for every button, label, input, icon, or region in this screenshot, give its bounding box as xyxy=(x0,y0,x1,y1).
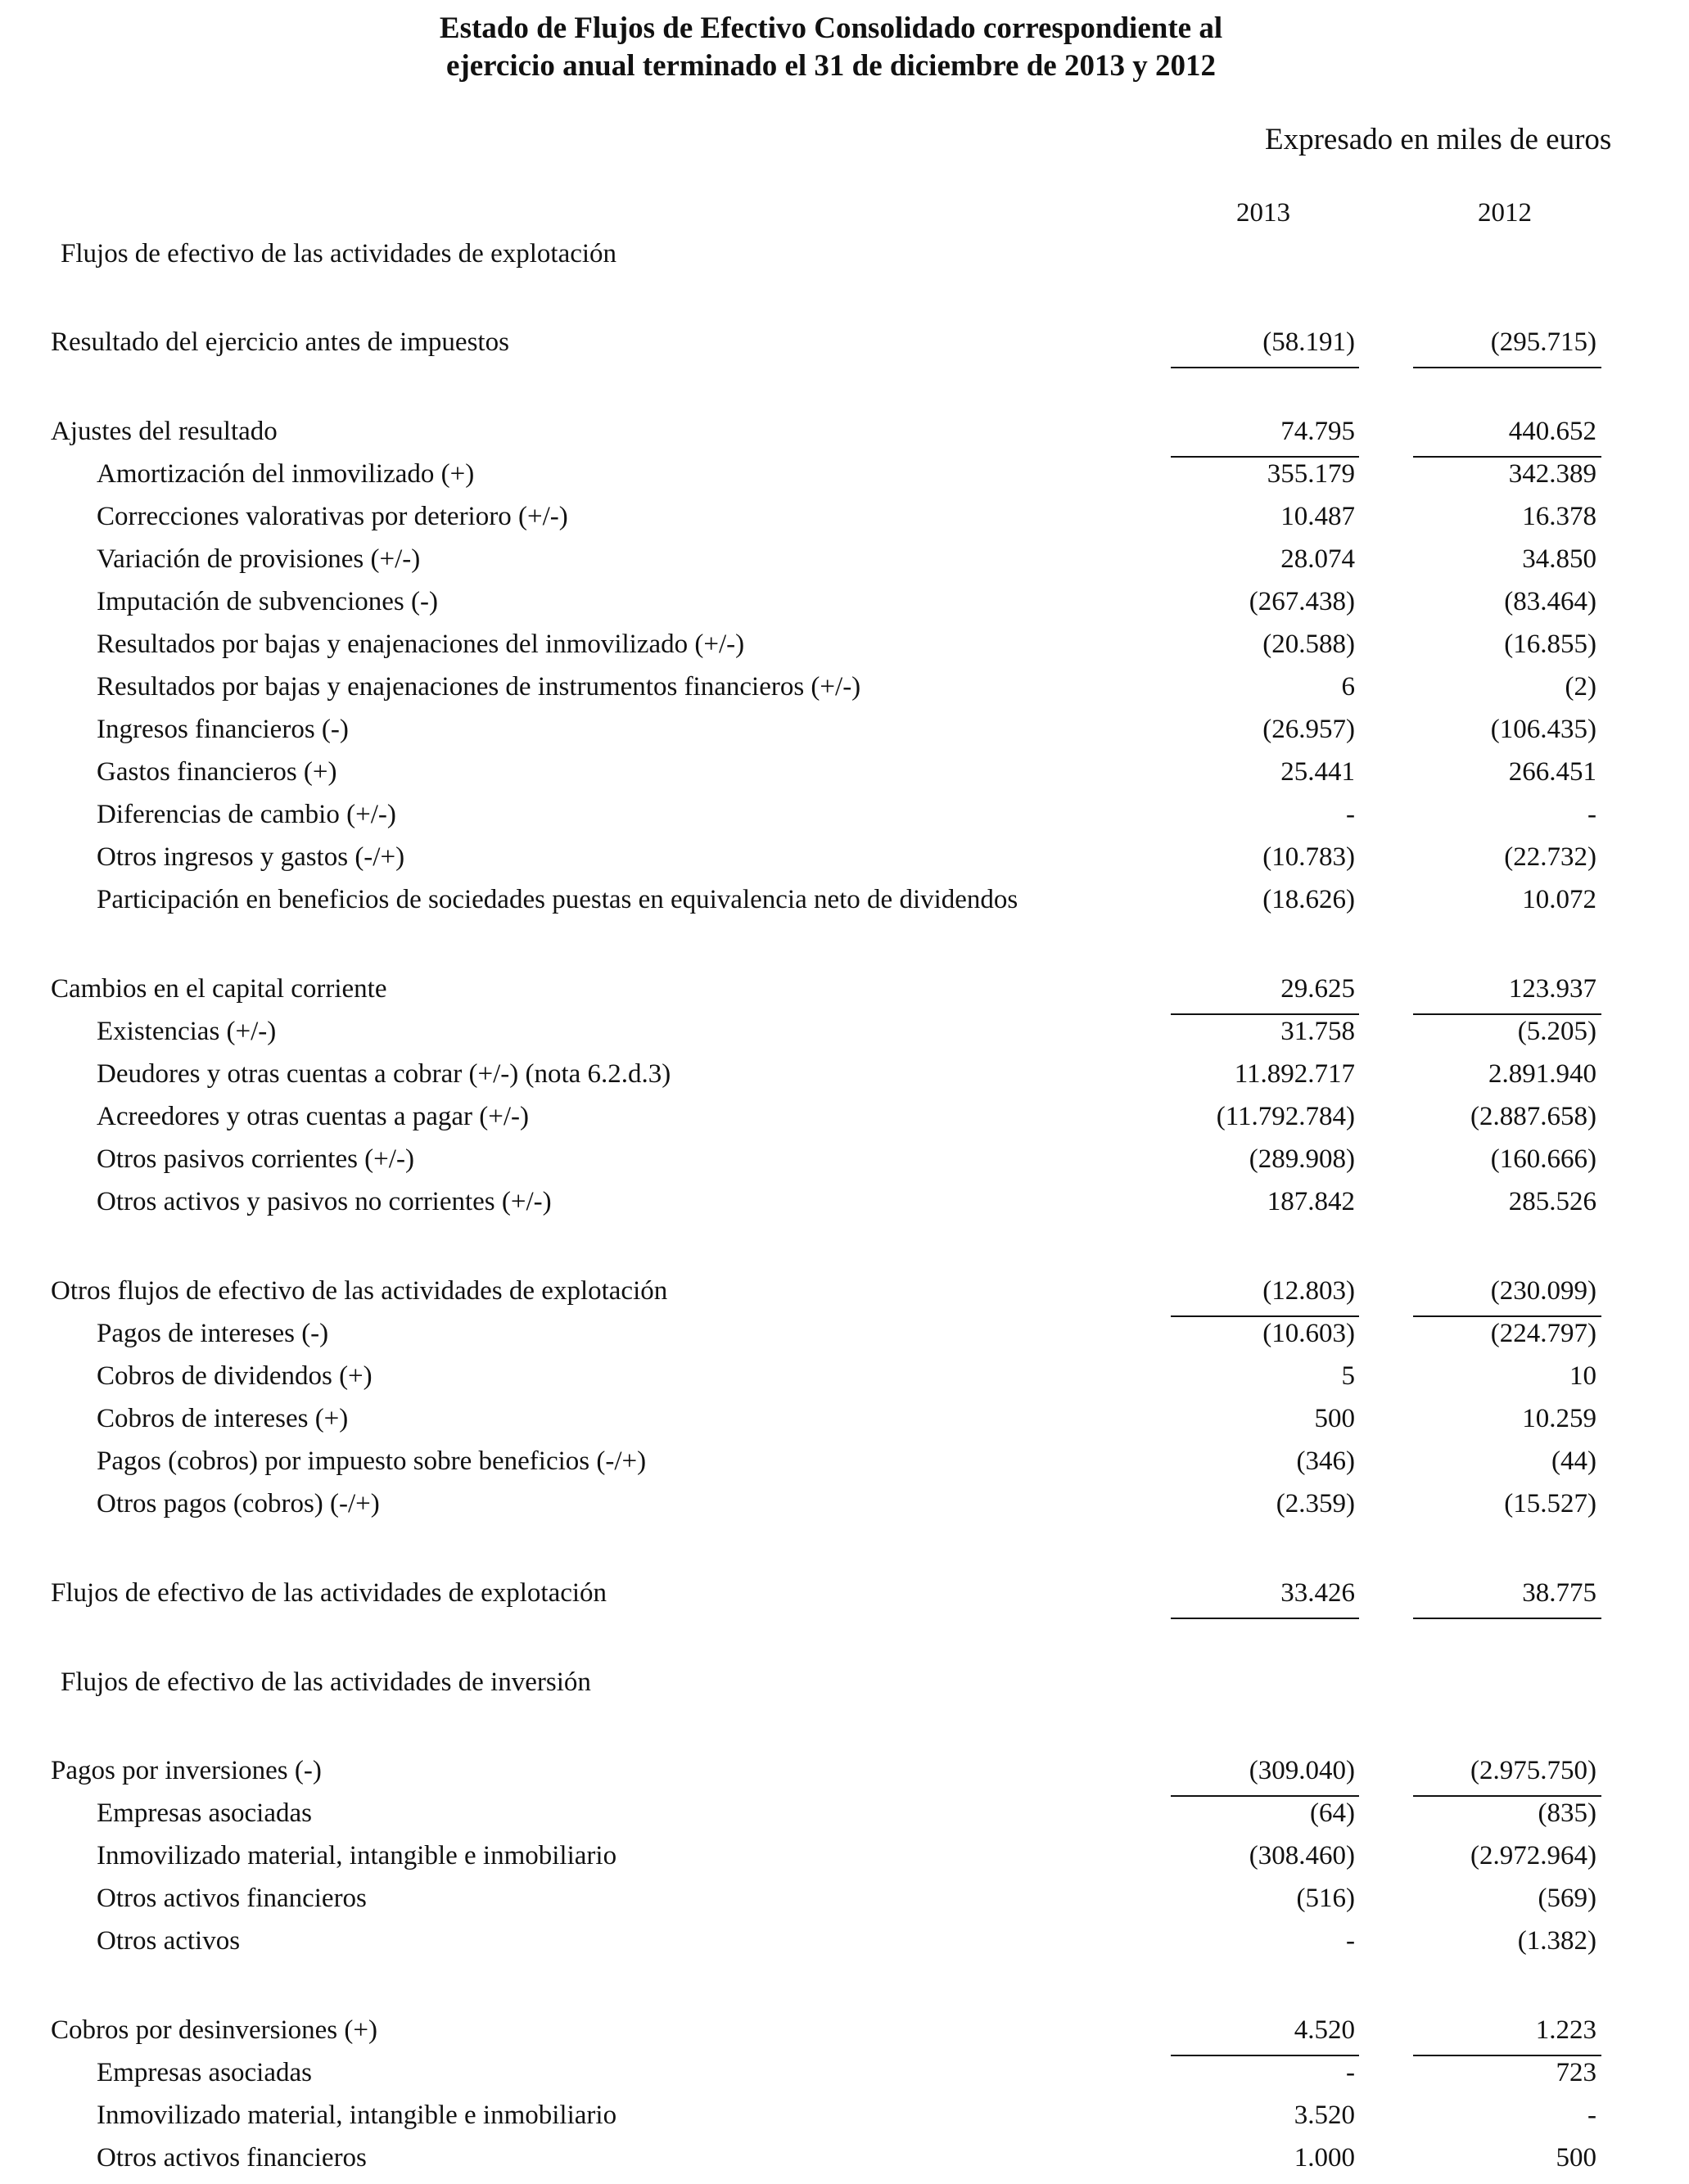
subtotal-rule-2012 xyxy=(1413,367,1601,368)
line-item-row xyxy=(0,670,1689,703)
row-label: Cambios en el capital corriente xyxy=(51,974,387,1004)
line-item-row xyxy=(0,1317,1689,1350)
row-label: Pagos (cobros) por impuesto sobre beneficios (-/+) xyxy=(97,1446,647,1476)
subtotal-row xyxy=(0,326,1689,359)
line-item-row xyxy=(0,1839,1689,1872)
value-2013: (11.792.784) xyxy=(1216,1102,1355,1131)
row-label: Correcciones valorativas por deterioro (+/-) xyxy=(97,502,568,531)
value-2013: (58.191) xyxy=(1262,327,1355,357)
row-label: Otros activos financieros xyxy=(97,2143,367,2173)
value-2013: (64) xyxy=(1310,1798,1355,1828)
value-2012: (1.382) xyxy=(1517,1926,1596,1956)
line-item-row xyxy=(0,756,1689,788)
row-label: Flujos de efectivo de las actividades de explotación xyxy=(51,1578,607,1608)
value-2012: (44) xyxy=(1551,1446,1596,1476)
line-item-row xyxy=(0,841,1689,873)
value-2013: (26.957) xyxy=(1262,715,1355,744)
value-2012: 10 xyxy=(1569,1361,1596,1391)
value-2012: (2) xyxy=(1565,672,1596,702)
column-header-2013: 2013 xyxy=(1236,198,1290,228)
row-label: Otros activos y pasivos no corrientes (+/-) xyxy=(97,1187,552,1216)
value-2012: 500 xyxy=(1556,2143,1596,2173)
row-label: Acreedores y otras cuentas a pagar (+/-) xyxy=(97,1102,530,1131)
line-item-row xyxy=(0,500,1689,533)
statement-title-line-1: Estado de Flujos de Efectivo Consolidado correspondiente al xyxy=(439,11,1223,45)
row-label: Participación en beneficios de sociedades puestas en equivalencia neto de dividendos xyxy=(97,885,1018,914)
value-2013: 29.625 xyxy=(1280,974,1355,1004)
line-item-row xyxy=(0,1185,1689,1218)
value-2013: (267.438) xyxy=(1249,587,1355,616)
value-2012: (2.887.658) xyxy=(1470,1102,1596,1131)
value-2012: 10.072 xyxy=(1522,885,1596,914)
value-2012: 440.652 xyxy=(1508,417,1596,446)
row-label: Otros flujos de efectivo de las actividades de explotación xyxy=(51,1276,668,1306)
row-label: Cobros de dividendos (+) xyxy=(97,1361,373,1391)
value-2012: - xyxy=(1587,800,1596,829)
section-heading xyxy=(0,237,1689,270)
subtotal-row xyxy=(0,2014,1689,2046)
row-label: Otros activos xyxy=(97,1926,241,1956)
value-2012: (15.527) xyxy=(1504,1489,1596,1518)
value-2012: 2.891.940 xyxy=(1488,1059,1596,1089)
subtotal-row xyxy=(0,1577,1689,1609)
row-label: Otros pagos (cobros) (-/+) xyxy=(97,1489,380,1518)
value-2013: (308.460) xyxy=(1249,1841,1355,1870)
value-2013: (20.588) xyxy=(1262,629,1355,659)
row-label: Empresas asociadas xyxy=(97,2058,312,2087)
subtotal-rule-2013 xyxy=(1171,367,1359,368)
value-2012: 16.378 xyxy=(1522,502,1596,531)
value-2012: 34.850 xyxy=(1522,544,1596,574)
value-2013: 500 xyxy=(1314,1404,1355,1433)
value-2012: - xyxy=(1587,2101,1596,2130)
row-label: Deudores y otras cuentas a cobrar (+/-) (nota 6.2.d.3) xyxy=(97,1059,671,1089)
subtotal-row xyxy=(0,415,1689,448)
column-header-2012: 2012 xyxy=(1478,198,1532,228)
value-2013: 74.795 xyxy=(1280,417,1355,446)
value-2013: (309.040) xyxy=(1249,1756,1355,1785)
line-item-row xyxy=(0,458,1689,490)
value-2012: (16.855) xyxy=(1504,629,1596,659)
line-item-row xyxy=(0,1797,1689,1830)
value-2012: (22.732) xyxy=(1504,842,1596,872)
value-2013: 3.520 xyxy=(1294,2101,1355,2130)
row-label: Empresas asociadas xyxy=(97,1798,312,1828)
line-item-row xyxy=(0,1882,1689,1915)
row-label: Gastos financieros (+) xyxy=(97,757,337,787)
row-label: Inmovilizado material, intangible e inmobiliario xyxy=(97,1841,617,1870)
line-item-row xyxy=(0,1058,1689,1090)
value-2013: - xyxy=(1346,800,1355,829)
value-2012: (230.099) xyxy=(1490,1276,1596,1306)
value-2013: 11.892.717 xyxy=(1234,1059,1355,1089)
value-2012: 38.775 xyxy=(1522,1578,1596,1608)
line-item-row xyxy=(0,1925,1689,1957)
line-item-row xyxy=(0,585,1689,618)
value-2013: (346) xyxy=(1296,1446,1355,1476)
line-item-row xyxy=(0,1100,1689,1133)
row-label: Pagos de intereses (-) xyxy=(97,1319,329,1348)
value-2013: 25.441 xyxy=(1280,757,1355,787)
row-label: Existencias (+/-) xyxy=(97,1017,277,1046)
value-2013: 31.758 xyxy=(1280,1017,1355,1046)
line-item-row xyxy=(0,2056,1689,2089)
value-2012: (2.975.750) xyxy=(1470,1756,1596,1785)
subtotal-row xyxy=(0,1754,1689,1787)
value-2013: (516) xyxy=(1296,1884,1355,1913)
value-2013: 187.842 xyxy=(1267,1187,1355,1216)
value-2012: 285.526 xyxy=(1508,1187,1596,1216)
value-2012: 1.223 xyxy=(1535,2015,1596,2045)
value-2012: (295.715) xyxy=(1490,327,1596,357)
row-label: Cobros de intereses (+) xyxy=(97,1404,349,1433)
value-2012: 342.389 xyxy=(1508,459,1596,489)
row-label: Amortización del inmovilizado (+) xyxy=(97,459,475,489)
value-2012: 723 xyxy=(1556,2058,1596,2087)
value-2012: (160.666) xyxy=(1490,1144,1596,1174)
value-2013: 1.000 xyxy=(1294,2143,1355,2173)
value-2012: (224.797) xyxy=(1490,1319,1596,1348)
value-2012: (83.464) xyxy=(1504,587,1596,616)
line-item-row xyxy=(0,1402,1689,1435)
value-2012: (2.972.964) xyxy=(1470,1841,1596,1870)
units-note: Expresado en miles de euros xyxy=(1265,123,1612,156)
subtotal-row xyxy=(0,1275,1689,1307)
statement-title-line-2: ejercicio anual terminado el 31 de diciembre de 2013 y 2012 xyxy=(446,49,1216,83)
line-item-row xyxy=(0,1487,1689,1520)
row-label: Cobros por desinversiones (+) xyxy=(51,2015,377,2045)
value-2013: 28.074 xyxy=(1280,544,1355,574)
value-2013: (289.908) xyxy=(1249,1144,1355,1174)
value-2013: - xyxy=(1346,1926,1355,1956)
row-label: Ingresos financieros (-) xyxy=(97,715,349,744)
line-item-row xyxy=(0,1445,1689,1478)
value-2012: (106.435) xyxy=(1490,715,1596,744)
row-label: Flujos de efectivo de las actividades de inversión xyxy=(61,1667,591,1697)
value-2012: (5.205) xyxy=(1517,1017,1596,1046)
line-item-row xyxy=(0,798,1689,831)
value-2013: 355.179 xyxy=(1267,459,1355,489)
value-2012: 10.259 xyxy=(1522,1404,1596,1433)
value-2013: 5 xyxy=(1341,1361,1355,1391)
subtotal-row xyxy=(0,972,1689,1005)
value-2012: (835) xyxy=(1538,1798,1596,1828)
subtotal-rule-2012 xyxy=(1413,1618,1601,1619)
row-label: Pagos por inversiones (-) xyxy=(51,1756,322,1785)
row-label: Ajustes del resultado xyxy=(51,417,278,446)
row-label: Diferencias de cambio (+/-) xyxy=(97,800,396,829)
row-label: Otros ingresos y gastos (-/+) xyxy=(97,842,405,872)
subtotal-rule-2013 xyxy=(1171,1618,1359,1619)
row-label: Otros pasivos corrientes (+/-) xyxy=(97,1144,414,1174)
row-label: Variación de provisiones (+/-) xyxy=(97,544,421,574)
value-2013: 33.426 xyxy=(1280,1578,1355,1608)
line-item-row xyxy=(0,2141,1689,2174)
value-2013: 10.487 xyxy=(1280,502,1355,531)
line-item-row xyxy=(0,1360,1689,1392)
value-2013: 4.520 xyxy=(1294,2015,1355,2045)
line-item-row xyxy=(0,543,1689,575)
row-label: Resultados por bajas y enajenaciones del inmovilizado (+/-) xyxy=(97,629,745,659)
section-heading xyxy=(0,1666,1689,1699)
row-label: Flujos de efectivo de las actividades de explotación xyxy=(61,239,617,268)
value-2013: (10.603) xyxy=(1262,1319,1355,1348)
value-2012: 266.451 xyxy=(1508,757,1596,787)
row-label: Inmovilizado material, intangible e inmobiliario xyxy=(97,2101,617,2130)
line-item-row xyxy=(0,1015,1689,1048)
line-item-row xyxy=(0,713,1689,746)
value-2012: 123.937 xyxy=(1508,974,1596,1004)
value-2013: (18.626) xyxy=(1262,885,1355,914)
row-label: Resultados por bajas y enajenaciones de instrumentos financieros (+/-) xyxy=(97,672,861,702)
row-label: Otros activos financieros xyxy=(97,1884,367,1913)
line-item-row xyxy=(0,1143,1689,1175)
value-2013: (2.359) xyxy=(1276,1489,1355,1518)
value-2013: (10.783) xyxy=(1262,842,1355,872)
row-label: Resultado del ejercicio antes de impuestos xyxy=(51,327,509,357)
row-label: Imputación de subvenciones (-) xyxy=(97,587,438,616)
value-2012: (569) xyxy=(1538,1884,1596,1913)
line-item-row xyxy=(0,883,1689,916)
line-item-row xyxy=(0,628,1689,661)
value-2013: 6 xyxy=(1341,672,1355,702)
value-2013: - xyxy=(1346,2058,1355,2087)
value-2013: (12.803) xyxy=(1262,1276,1355,1306)
line-item-row xyxy=(0,2099,1689,2132)
